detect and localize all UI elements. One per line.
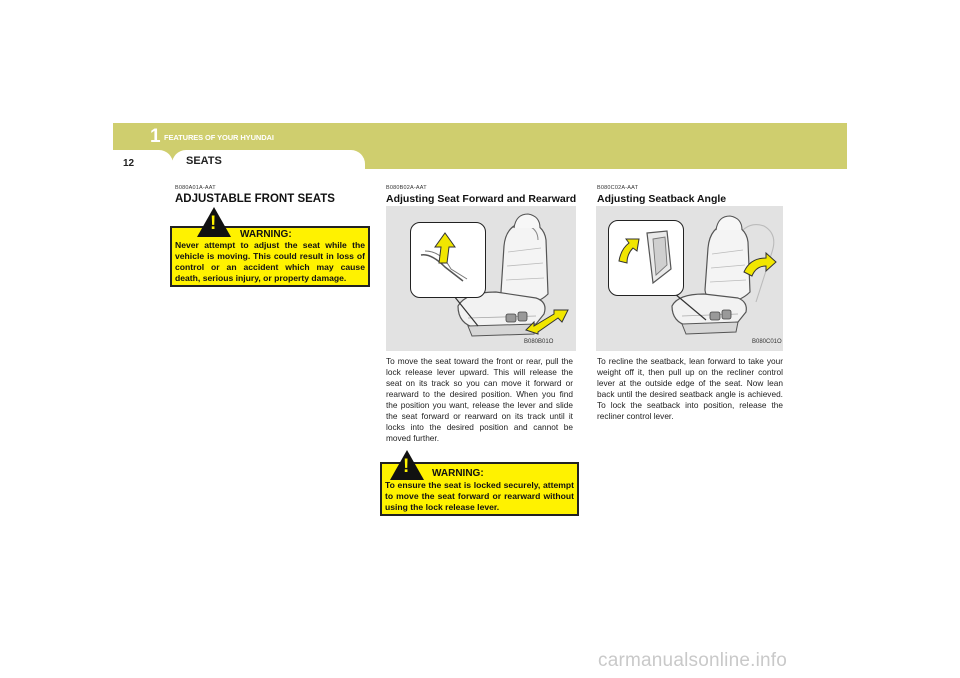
- warning-text: Never attempt to adjust the seat while the vehicle is moving. This could result in loss of control or an accident which may cause death, serious injury, or property damage.: [175, 240, 365, 283]
- arrow-recline-icon: [742, 250, 778, 280]
- seat-illustration-forward-rearward: [386, 206, 576, 351]
- column2-body: To move the seat toward the front or rear, pull the lock release lever upward. This will release the seat on its track so you can move it forward or rearward to the desired position. When you find the position you want, release the lever and slide the seat forward or rearward on its track until it locks into the desired position and cannot be moved further.: [386, 356, 573, 443]
- chapter-title: FEATURES OF YOUR HYUNDAI: [164, 133, 274, 142]
- page-number: 12: [123, 158, 135, 169]
- section-title: SEATS: [186, 155, 222, 167]
- recliner-callout: [608, 220, 684, 296]
- warning-title: WARNING:: [432, 468, 484, 479]
- arrow-up-icon: [609, 221, 683, 295]
- warning-exclamation: !: [403, 456, 410, 477]
- page-tab: [113, 150, 173, 174]
- chapter-number: 1: [150, 126, 161, 147]
- arrow-up-icon: [411, 223, 485, 297]
- column2-heading: Adjusting Seat Forward and Rearward: [386, 193, 577, 205]
- column3-heading: Adjusting Seatback Angle: [597, 193, 727, 205]
- image-code: B080C01O: [752, 339, 782, 345]
- seat-illustration-seatback: [596, 206, 783, 351]
- section-code: B080A01A-AAT: [175, 185, 216, 191]
- warning-exclamation: !: [210, 213, 217, 234]
- warning-title: WARNING:: [240, 229, 292, 240]
- watermark: carmanualsonline.info: [598, 650, 788, 671]
- arrow-forward-rearward-icon: [524, 304, 570, 336]
- section-code: B080C02A-AAT: [597, 185, 639, 191]
- column1-heading: ADJUSTABLE FRONT SEATS: [175, 193, 335, 205]
- image-code: B080B01O: [524, 339, 554, 345]
- section-code: B080B02A-AAT: [386, 185, 427, 191]
- warning-text: To ensure the seat is locked securely, attempt to move the seat forward or rearward without using the lock release lever.: [385, 480, 574, 512]
- lever-callout: [410, 222, 486, 298]
- column3-body: To recline the seatback, lean forward to take your weight off it, then pull up on the recliner control lever at the outside edge of the seat. Now lean back until the desired seatback angle is achieved. To lock the seatback into position, release the recliner control lever.: [597, 356, 783, 421]
